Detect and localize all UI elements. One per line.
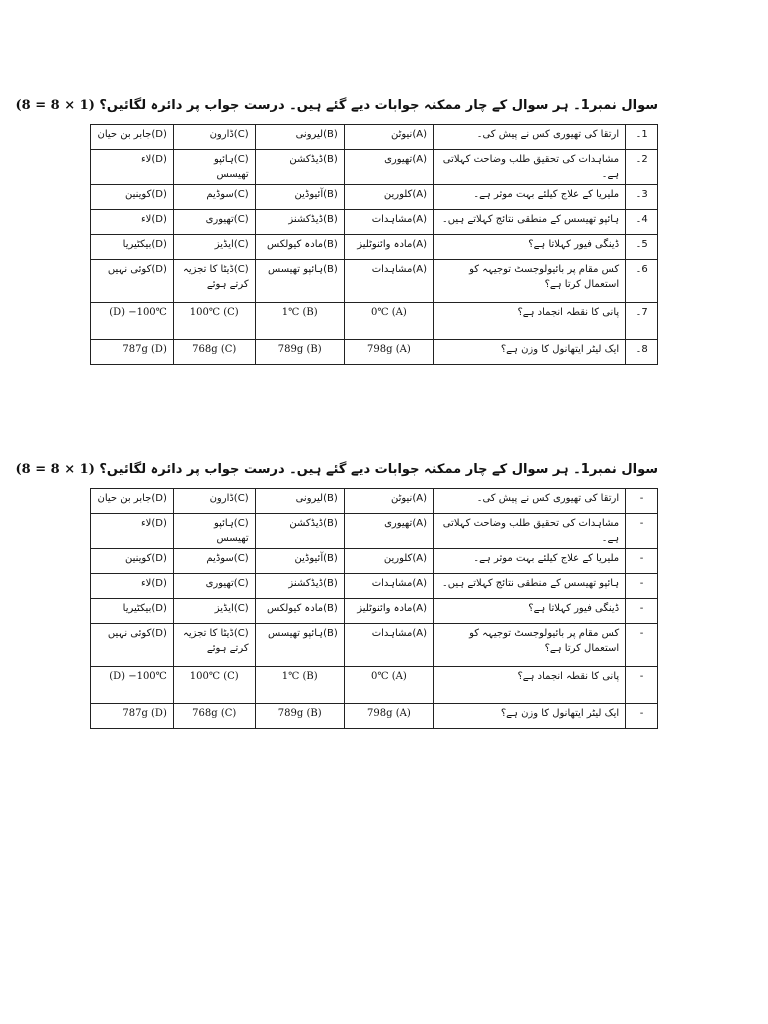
question-row (91, 340, 658, 365)
option-a[interactable]: 798g (A) (344, 704, 433, 729)
question-text: ڈینگی فیور کہلاتا ہے؟ (433, 599, 625, 624)
question-text: مشاہدات کی تحقیق طلب وضاحت کہلاتی ہے۔ (433, 150, 625, 185)
option-b[interactable]: (B)ڈیڈکشن (255, 514, 344, 549)
option-a[interactable]: (A)مادہ وائنوٹلیز (344, 235, 433, 260)
option-d[interactable]: (D) −100℃ (91, 667, 174, 704)
question-number: 3۔ (626, 185, 658, 210)
option-b[interactable]: (B)ہائپو تھیسس (255, 260, 344, 303)
option-b[interactable]: (B)ڈیڈکشنز (255, 574, 344, 599)
question-row (91, 549, 658, 574)
option-d[interactable]: (D)بیکٹیریا (91, 235, 174, 260)
question-number: 1۔ (626, 125, 658, 150)
option-d[interactable]: (D)کوینین (91, 185, 174, 210)
option-c[interactable]: (C)تھیوری (173, 210, 255, 235)
option-c[interactable]: (C)ڈارون (173, 125, 255, 150)
question-row (91, 514, 658, 549)
question-number: - (626, 667, 658, 704)
option-d[interactable]: (D)کوئی نہیں (91, 260, 174, 303)
option-c[interactable]: 768g (C) (173, 704, 255, 729)
question-number: - (626, 704, 658, 729)
heading-text: سوال نمبر1۔ ہر سوال کے چار ممکنہ جوابات دیے گئے ہیں۔ درست جواب پر دائرہ لگائیں؟ (99, 462, 658, 477)
option-a[interactable]: (A)مادہ وائنوٹلیز (344, 599, 433, 624)
option-b[interactable]: (B)ہائپو تھیسس (255, 624, 344, 667)
option-c[interactable]: 100℃ (C) (173, 667, 255, 704)
option-a[interactable]: (A)مشاہدات (344, 260, 433, 303)
option-a[interactable]: 798g (A) (344, 340, 433, 365)
option-a[interactable]: 0℃ (A) (344, 667, 433, 704)
option-b[interactable]: (B)آئیوڈین (255, 185, 344, 210)
option-c[interactable]: (C)ایڈیز (173, 235, 255, 260)
question-text: ہائپو تھیسس کے منطقی نتائج کہلاتے ہیں۔ (433, 574, 625, 599)
option-b[interactable]: (B)لیرونی (255, 489, 344, 514)
question-number: 8۔ (626, 340, 658, 365)
question-row (91, 235, 658, 260)
question-row (91, 599, 658, 624)
option-c[interactable]: (C)سوڈیم (173, 185, 255, 210)
option-d[interactable]: (D)لاء (91, 574, 174, 599)
question-number: - (626, 489, 658, 514)
option-d[interactable]: (D)لاء (91, 210, 174, 235)
option-a[interactable]: (A)تھیوری (344, 514, 433, 549)
option-c[interactable]: (C)ڈیٹا کا تجزیہ کرتے ہوئے (173, 624, 255, 667)
option-d[interactable]: (D) −100℃ (91, 303, 174, 340)
option-b[interactable]: (B)مادہ کیولکس (255, 599, 344, 624)
option-a[interactable]: (A)تھیوری (344, 150, 433, 185)
option-c[interactable]: (C)تھیوری (173, 574, 255, 599)
question-number: 4۔ (626, 210, 658, 235)
question-row (91, 667, 658, 704)
question-row (91, 185, 658, 210)
marks-formula: (1 × 8 = 8) (15, 462, 95, 477)
option-b[interactable]: (B)مادہ کیولکس (255, 235, 344, 260)
option-d[interactable]: (D)کوینین (91, 549, 174, 574)
option-b[interactable]: (B)ڈیڈکشن (255, 150, 344, 185)
question-text: ارتقا کی تھیوری کس نے پیش کی۔ (433, 489, 625, 514)
question-number: - (626, 514, 658, 549)
option-d[interactable]: (D)جابر بن حیان (91, 489, 174, 514)
option-a[interactable]: (A)کلورین (344, 549, 433, 574)
option-a[interactable]: 0℃ (A) (344, 303, 433, 340)
mcq-table-2 (90, 488, 658, 729)
option-b[interactable]: (B)آئیوڈین (255, 549, 344, 574)
option-b[interactable]: 789g (B) (255, 340, 344, 365)
option-a[interactable]: (A)مشاہدات (344, 624, 433, 667)
question-number: - (626, 574, 658, 599)
question-text: ایک لیٹر ایتھانول کا وزن ہے؟ (433, 340, 625, 365)
option-b[interactable]: 1℃ (B) (255, 303, 344, 340)
heading-text: سوال نمبر1۔ ہر سوال کے چار ممکنہ جوابات دیے گئے ہیں۔ درست جواب پر دائرہ لگائیں؟ (99, 98, 658, 113)
option-c[interactable]: 768g (C) (173, 340, 255, 365)
question-row (91, 489, 658, 514)
question-number: 7۔ (626, 303, 658, 340)
option-c[interactable]: (C)ایڈیز (173, 599, 255, 624)
option-c[interactable]: (C)ہائپو تھیسس (173, 150, 255, 185)
option-c[interactable]: (C)ہائپو تھیسس (173, 514, 255, 549)
mcq-table-1 (90, 124, 658, 365)
question-text: پانی کا نقطہ انجماد ہے؟ (433, 667, 625, 704)
option-d[interactable]: (D)جابر بن حیان (91, 125, 174, 150)
question-number: - (626, 599, 658, 624)
option-b[interactable]: 789g (B) (255, 704, 344, 729)
option-d[interactable]: (D)کوئی نہیں (91, 624, 174, 667)
question-row (91, 150, 658, 185)
question-number: - (626, 624, 658, 667)
option-a[interactable]: (A)مشاہدات (344, 210, 433, 235)
option-d[interactable]: (D)لاء (91, 514, 174, 549)
option-c[interactable]: (C)ڈارون (173, 489, 255, 514)
question-number: 2۔ (626, 150, 658, 185)
option-a[interactable]: (A)نیوٹن (344, 125, 433, 150)
question-row (91, 260, 658, 303)
option-c[interactable]: (C)سوڈیم (173, 549, 255, 574)
question-row (91, 210, 658, 235)
marks-formula: (1 × 8 = 8) (15, 98, 95, 113)
quiz-section-2 (15, 460, 658, 729)
question-text: ملیریا کے علاج کیلئے بہت موثر ہے۔ (433, 549, 625, 574)
question-text: ایک لیٹر ایتھانول کا وزن ہے؟ (433, 704, 625, 729)
question-number: 6۔ (626, 260, 658, 303)
option-c[interactable]: 100℃ (C) (173, 303, 255, 340)
question-row (91, 303, 658, 340)
question-text: پانی کا نقطہ انجماد ہے؟ (433, 303, 625, 340)
quiz-section-1 (15, 96, 658, 365)
option-a[interactable]: (A)مشاہدات (344, 574, 433, 599)
option-b[interactable]: 1℃ (B) (255, 667, 344, 704)
question-row (91, 574, 658, 599)
question-row (91, 704, 658, 729)
question-row (91, 125, 658, 150)
option-b[interactable]: (B)ڈیڈکشنز (255, 210, 344, 235)
question-text: کس مقام پر بائیولوجسٹ توجیہہ کو استعمال کرتا ہے؟ (433, 624, 625, 667)
option-d[interactable]: 787g (D) (91, 340, 174, 365)
option-c[interactable]: (C)ڈیٹا کا تجزیہ کرتے ہوئے (173, 260, 255, 303)
question-text: ڈینگی فیور کہلاتا ہے؟ (433, 235, 625, 260)
option-b[interactable]: (B)لیرونی (255, 125, 344, 150)
option-a[interactable]: (A)نیوٹن (344, 489, 433, 514)
question-number: 5۔ (626, 235, 658, 260)
option-d[interactable]: 787g (D) (91, 704, 174, 729)
section-1-heading (15, 96, 658, 116)
question-text: کس مقام پر بائیولوجسٹ توجیہہ کو استعمال کرتا ہے؟ (433, 260, 625, 303)
option-d[interactable]: (D)بیکٹیریا (91, 599, 174, 624)
option-d[interactable]: (D)لاء (91, 150, 174, 185)
question-text: ہائپو تھیسس کے منطقی نتائج کہلاتے ہیں۔ (433, 210, 625, 235)
question-text: ارتقا کی تھیوری کس نے پیش کی۔ (433, 125, 625, 150)
question-row (91, 624, 658, 667)
question-text: ملیریا کے علاج کیلئے بہت موثر ہے۔ (433, 185, 625, 210)
section-2-heading (15, 460, 658, 480)
option-a[interactable]: (A)کلورین (344, 185, 433, 210)
question-number: - (626, 549, 658, 574)
question-text: مشاہدات کی تحقیق طلب وضاحت کہلاتی ہے۔ (433, 514, 625, 549)
